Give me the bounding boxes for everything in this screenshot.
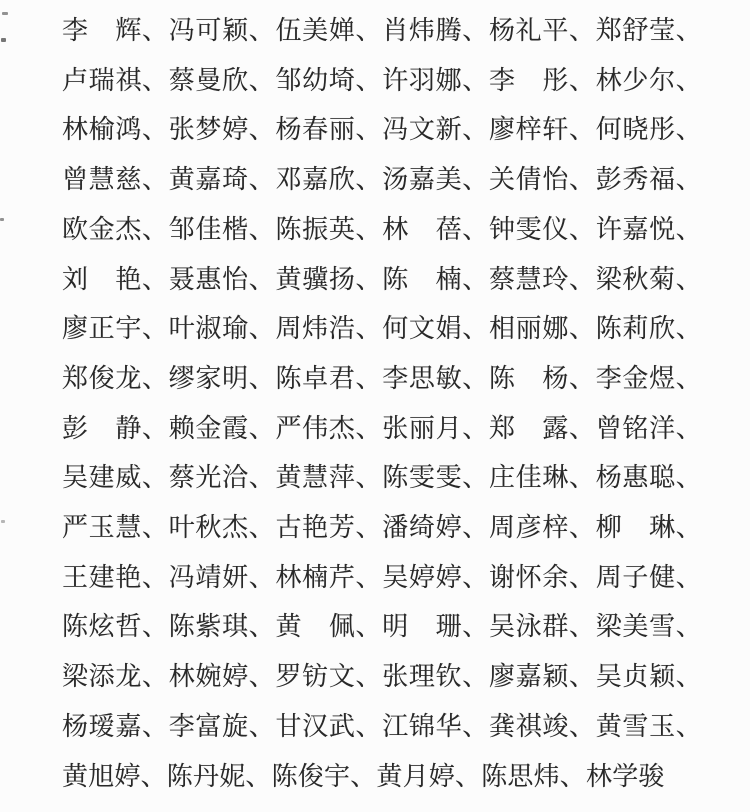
name-list-row-4: 曾慧慈、黄嘉琦、邓嘉欣、汤嘉美、关倩怡、彭秀福、 [62,165,702,195]
name-list-row-10: 吴建威、蔡光洽、黄慧萍、陈雯雯、庄佳琳、杨惠聪、 [62,463,702,493]
name-list-row-9: 彭 静、赖金霞、严伟杰、张丽月、郑 露、曾铭洋、 [62,413,702,443]
name-list-row-16: 黄旭婷、陈丹妮、陈俊宇、黄月婷、陈思炜、林学骏 [62,761,665,791]
name-list-row-7: 廖正宇、叶淑瑜、周炜浩、何文娟、相丽娜、陈莉欣、 [62,314,702,344]
name-list-row-12: 王建艳、冯靖妍、林楠芹、吴婷婷、谢怀余、周子健、 [62,562,702,592]
scan-speck [1,38,6,42]
name-list-row-5: 欧金杰、邹佳楷、陈振英、林 蓓、钟雯仪、许嘉悦、 [62,214,702,244]
name-list-row-13: 陈炫哲、陈紫琪、黄 佩、明 珊、吴泳群、梁美雪、 [62,612,702,642]
name-list-row-11: 严玉慧、叶秋杰、古艳芳、潘绮婷、周彦梓、柳 琳、 [62,513,702,543]
scan-speck [2,12,8,15]
name-list-row-1: 李 辉、冯可颖、伍美婵、肖炜腾、杨礼平、郑舒莹、 [62,16,702,45]
name-list-row-2: 卢瑞祺、蔡曼欣、邹幼埼、许羽娜、李 彤、林少尔、 [62,65,702,95]
name-list-row-3: 林榆鸿、张梦婷、杨春丽、冯文新、廖梓轩、何晓彤、 [62,115,702,145]
scan-speck [1,520,5,523]
name-list-row-15: 杨瑷嘉、李富旋、甘汉武、江锦华、龚祺竣、黄雪玉、 [62,711,702,741]
name-list-row-14: 梁添龙、林婉婷、罗钫文、张理钦、廖嘉颖、吴贞颖、 [62,662,702,692]
scan-speck [0,218,4,221]
name-list-row-6: 刘 艳、聂惠怡、黄骥扬、陈 楠、蔡慧玲、梁秋菊、 [62,264,702,294]
name-list-row-8: 郑俊龙、缪家明、陈卓君、李思敏、陈 杨、李金煜、 [62,363,702,393]
name-list [62,6,702,801]
